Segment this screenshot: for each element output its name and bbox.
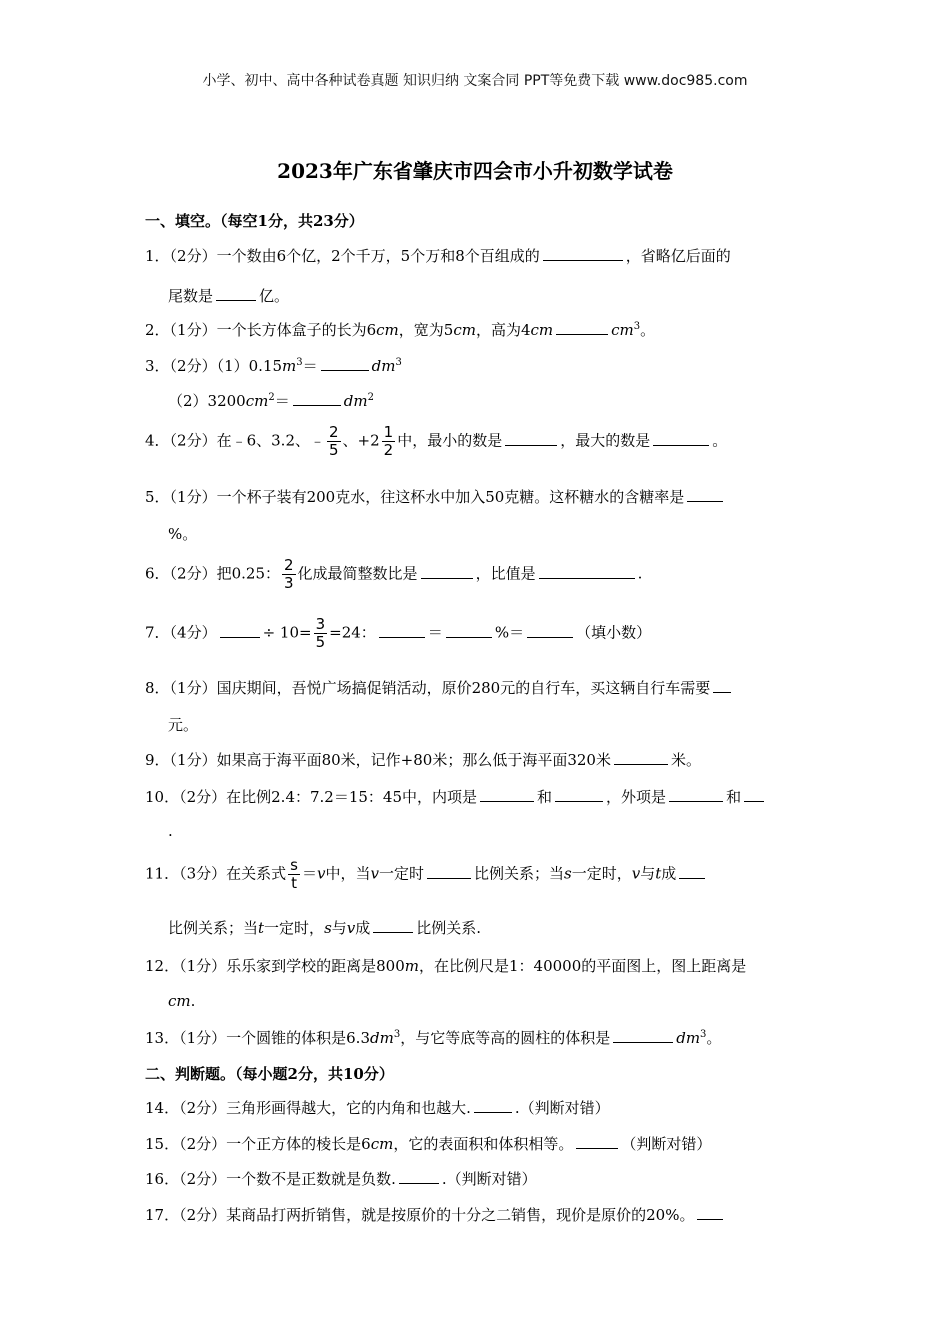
answer-blank xyxy=(399,1182,439,1184)
question-5: 5．（1分）一个杯子装有200克水，往这杯水中加入50克糖。这杯糖水的含糖率是 xyxy=(145,486,815,507)
page-title: 2023年广东省肇庆市四会市小升初数学试卷 xyxy=(277,159,673,183)
answer-blank xyxy=(321,369,369,371)
question-3: 3．（2分）$(1)0.15m^3= dm^3$ xyxy=(145,357,402,375)
section-fill-blank-heading: 一、填空。（每空1分，共23分） xyxy=(145,212,364,230)
question-10: 10．（2分）在比例2.4：7.2＝15：45中，内项是 和 ，外项是 和 xyxy=(145,786,815,807)
section-true-false-heading: 二、判断题。（每小题2分，共10分） xyxy=(145,1065,394,1083)
answer-blank xyxy=(555,800,603,802)
fraction: $\frac{1}{2}$ xyxy=(383,423,394,459)
answer-blank xyxy=(697,1218,723,1220)
answer-blank xyxy=(427,877,471,879)
question-8: 8．（1分）国庆期间，吾悦广场搞促销活动，原价280元的自行车，买这辆自行车需要 xyxy=(145,677,815,698)
question-6: 6．（2分）把0.25： $\frac{2}{3}$ 化成最简整数比是 ，比值是 . xyxy=(145,556,643,592)
answer-blank xyxy=(220,636,260,638)
question-12: 12．（1分）乐乐家到学校的距离是800m，在比例尺是1：40000的平面图上，图上距离是 xyxy=(145,957,747,975)
answer-blank xyxy=(421,577,473,579)
question-3-part2: $(2)3200cm^2= dm^2$ xyxy=(168,392,374,410)
answer-blank xyxy=(446,636,492,638)
fraction: $\frac{s}{t}$ xyxy=(290,856,298,892)
question-15: 15．（2分）一个正方体的棱长是6cm，它的表面积和体积相等。 （判断对错） xyxy=(145,1135,712,1153)
answer-blank xyxy=(527,636,573,638)
answer-blank xyxy=(543,259,623,261)
answer-blank xyxy=(653,444,709,446)
question-7: 7．（4分） ÷ 10= $\frac{3}{5}$ =24： ＝ %＝ （填小数） xyxy=(145,615,652,651)
question-17: 17．（2分）某商品打两折销售，就是按原价的十分之二销售，现价是原价的20%。 xyxy=(145,1204,815,1225)
question-4: 4．（2分）在﹣6、3.2、﹣ $\frac{2}{5}$ 、+2 $\frac{1}{2}$ 中，最小的数是 ，最大的数是 。 xyxy=(145,423,728,459)
question-16: 16．（2分）一个数不是正数就是负数. .（判断对错） xyxy=(145,1170,537,1188)
answer-blank xyxy=(744,800,764,802)
question-10-cont: . xyxy=(168,822,173,840)
answer-blank xyxy=(687,500,723,502)
question-13: 13．（1分）一个圆锥的体积是$6.3dm^3$，与它等底等高的圆柱的体积是 $dm^3$。 xyxy=(145,1029,722,1047)
answer-blank xyxy=(679,877,705,879)
answer-blank xyxy=(614,763,668,765)
answer-blank xyxy=(373,931,413,933)
answer-blank xyxy=(576,1147,618,1149)
answer-blank xyxy=(216,299,256,301)
answer-blank xyxy=(613,1041,673,1043)
answer-blank xyxy=(379,636,425,638)
question-11: 11．（3分）在关系式 $\frac{s}{t}$ ＝v中，当v一定时 比例关系；当s一定时，v与t成 xyxy=(145,858,815,891)
answer-blank xyxy=(480,800,534,802)
answer-blank xyxy=(474,1111,512,1113)
question-12-cont: cm. xyxy=(168,992,196,1010)
question-5-cont: %。 xyxy=(168,525,198,543)
question-11-cont: 比例关系；当t一定时，s与v成 比例关系. xyxy=(168,919,482,937)
fraction: $\frac{2}{3}$ xyxy=(284,556,294,592)
answer-blank xyxy=(669,800,723,802)
fraction: $\frac{2}{5}$ xyxy=(329,423,339,459)
question-1: 1．（2分）一个数由6个亿，2个千万，5个万和8个百组成的 ，省略亿后面的 xyxy=(145,247,731,265)
question-14: 14．（2分）三角形画得越大，它的内角和也越大. .（判断对错） xyxy=(145,1099,610,1117)
answer-blank xyxy=(539,577,635,579)
question-1-cont: 尾数是 亿。 xyxy=(168,287,290,305)
question-2: 2．（1分）一个长方体盒子的长为6cm，宽为5cm，高为4cm $cm^3$。 xyxy=(145,321,656,339)
answer-blank xyxy=(713,691,731,693)
question-9: 9．（1分）如果高于海平面80米，记作+80米；那么低于海平面320米 米。 xyxy=(145,751,701,769)
page-header: 小学、初中、高中各种试卷真题 知识归纳 文案合同 PPT等免费下载 www.doc985.com xyxy=(202,73,748,89)
fraction: $\frac{3}{5}$ xyxy=(315,615,326,651)
answer-blank xyxy=(293,404,341,406)
answer-blank xyxy=(505,444,557,446)
question-8-cont: 元。 xyxy=(168,716,199,734)
answer-blank xyxy=(556,333,608,335)
